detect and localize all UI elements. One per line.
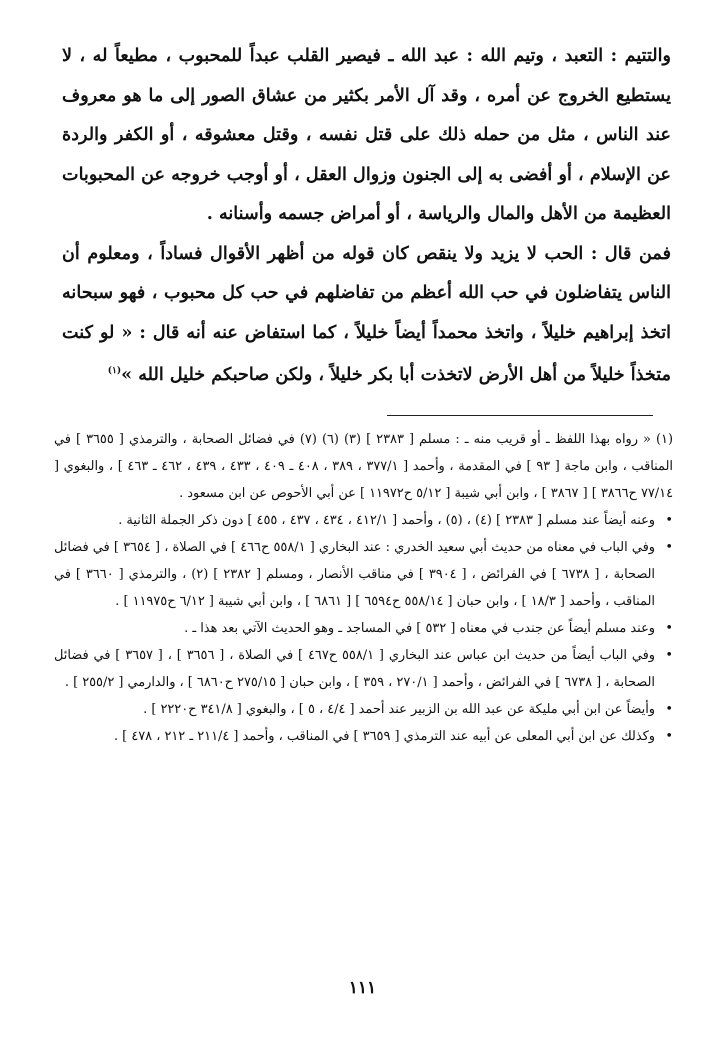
paragraph-2-body: الحب لا يزيد ولا ينقص كان قوله من أظهر الأقوال فساداً ، ومعلوم أن الناس يتفاضلون في حب الله أعظم من تفاضلهم في حب كل محبوب ، فهو سبحانه اتخذ إبراهيم خليلاً ، واتخذ محمداً أيضاً خليلاً ، كما استفاض عنه أنه قال : « لو كنت متخذاً خليلاً من أهل الأرض لاتخذت أبا بكر خليلاً ، ولكن صاحبكم خليل الله » — [62, 242, 671, 385]
footnote-item-text: وأيضاً عن ابن أبي مليكة عن عبد الله بن الزبير عند أحمد [ ٤/٤ ، ٥ ] ، والبغوي [ ٣٤١/٨ ح٢٢٢٠ ] . — [143, 702, 655, 717]
footnote-item-text: وعند مسلم أيضاً عن جندب في معناه [ ٥٣٢ ] في المساجد ـ وهو الحديث الآتي بعد هذا ـ . — [184, 621, 655, 636]
footnote-item-text: وكذلك عن ابن أبي المعلى عن أبيه عند الترمذي [ ٣٦٥٩ ] في المناقب ، وأحمد [ ٢١١/٤ ـ ٢١٢ ، ٤٧٨ ] . — [113, 729, 655, 744]
bullet-icon: • — [665, 621, 673, 636]
footnote-item-text: وفي الباب في معناه من حديث أبي سعيد الخدري : عند البخاري [ ٥٥٨/١ ح٤٦٦ ] في الصلاة ، [ ٣٦٥٤ ] في فضائل الصحابة ، [ ٦٧٣٨ ] في الفرائض ، [ ٣٩٠٤ ] في مناقب الأنصار ، ومسلم [ ٢٣٨٢ ] (٢) ، والترمذي [ ٣٦٦٠ ] في المناقب ، وأحمد [ ١٨/٣ ] ، وابن حبان [ ٥٥٨/١٤ ح٦٥٩٤ ] [ ٦٨٦١ ] ، وابن أبي شيبة [ ٦/١٢ ح١١٩٧٥ ] . — [54, 540, 656, 609]
bullet-icon: • — [665, 540, 674, 555]
main-text — [62, 36, 671, 394]
footnote-item — [54, 642, 673, 696]
footnote-item — [54, 507, 673, 534]
bullet-icon: • — [665, 729, 673, 744]
footnotes — [54, 426, 673, 750]
bullet-icon: • — [665, 648, 674, 663]
footnote-1: (١) « رواه بهذا اللفظ ـ أو قريب منه ـ : مسلم [ ٢٣٨٣ ] (٣) (٦) (٧) في فضائل الصحابة ، والترمذي [ ٣٦٥٥ ] في المناقب ، وابن ماجة [ ٩٣ ] في المقدمة ، وأحمد [ ٣٧٧/١ ، ٣٨٩ ، ٤٠٨ ـ ٤٠٩ ، ٤٣٣ ، ٤٣٩ ، ٤٦٢ ـ ٤٦٣ ] ، والبغوي [ ٧٧/١٤ ح٣٨٦٦ ] [ ٣٨٦٧ ] ، وابن أبي شيبة [ ٥/١٢ ح١١٩٧٢ ] عن أبي الأحوص عن ابن مسعود . — [54, 432, 674, 501]
page-number: ١١١ — [348, 978, 377, 998]
footnote-item — [54, 696, 673, 723]
footnote-item — [54, 723, 673, 750]
paragraph-1: والتتيم : التعبد ، وتيم الله : عبد الله ـ فيصير القلب عبداً للمحبوب ، مطيعاً له ، لا يستطيع الخروج عن أمره ، وقد آل الأمر بكثير من عشاق الصور إلى ما هو معروف عند الناس ، مثل من حمله ذلك على قتل نفسه ، وقتل معشوقه ، أو الكفر والردة عن الإسلام ، أو أفضى به إلى الجنون وزوال العقل ، أو أوجب خروجه عن المحبوبات العظيمة من الأهل والمال والرياسة ، أو أمراض جسمه وأسنانه . — [62, 45, 671, 224]
paragraph-2 — [62, 234, 671, 395]
paragraph-2-lead: فمن قال : — [590, 242, 671, 264]
footnote-item — [54, 615, 673, 642]
footnote-item — [54, 534, 673, 615]
footnote-item-text: وعنه أيضاً عند مسلم [ ٢٣٨٣ ] (٤) ، (٥) ، وأحمد [ ٤١٢/١ ، ٤٣٤ ، ٤٣٧ ، ٤٥٥ ] دون ذكر الجملة الثانية . — [118, 513, 655, 528]
bullet-icon: • — [665, 702, 673, 717]
footnote-item-text: وفي الباب أيضاً من حديث ابن عباس عند البخاري [ ٥٥٨/١ ح٤٦٧ ] في الصلاة ، [ ٣٦٥٦ ] ، [ ٣٦٥٧ ] في فضائل الصحابة ، [ ٦٧٣٨ ] في الفرائض ، وأحمد [ ٢٧٠/١ ، ٣٥٩ ] ، وابن حبان [ ٢٧٥/١٥ ح٦٨٦٠ ] ، والدارمي [ ٢٥٥/٢ ] . — [54, 648, 656, 690]
bullet-icon: • — [665, 513, 673, 528]
footnote-separator — [387, 415, 653, 416]
footnote-reference: (١) — [107, 366, 122, 376]
